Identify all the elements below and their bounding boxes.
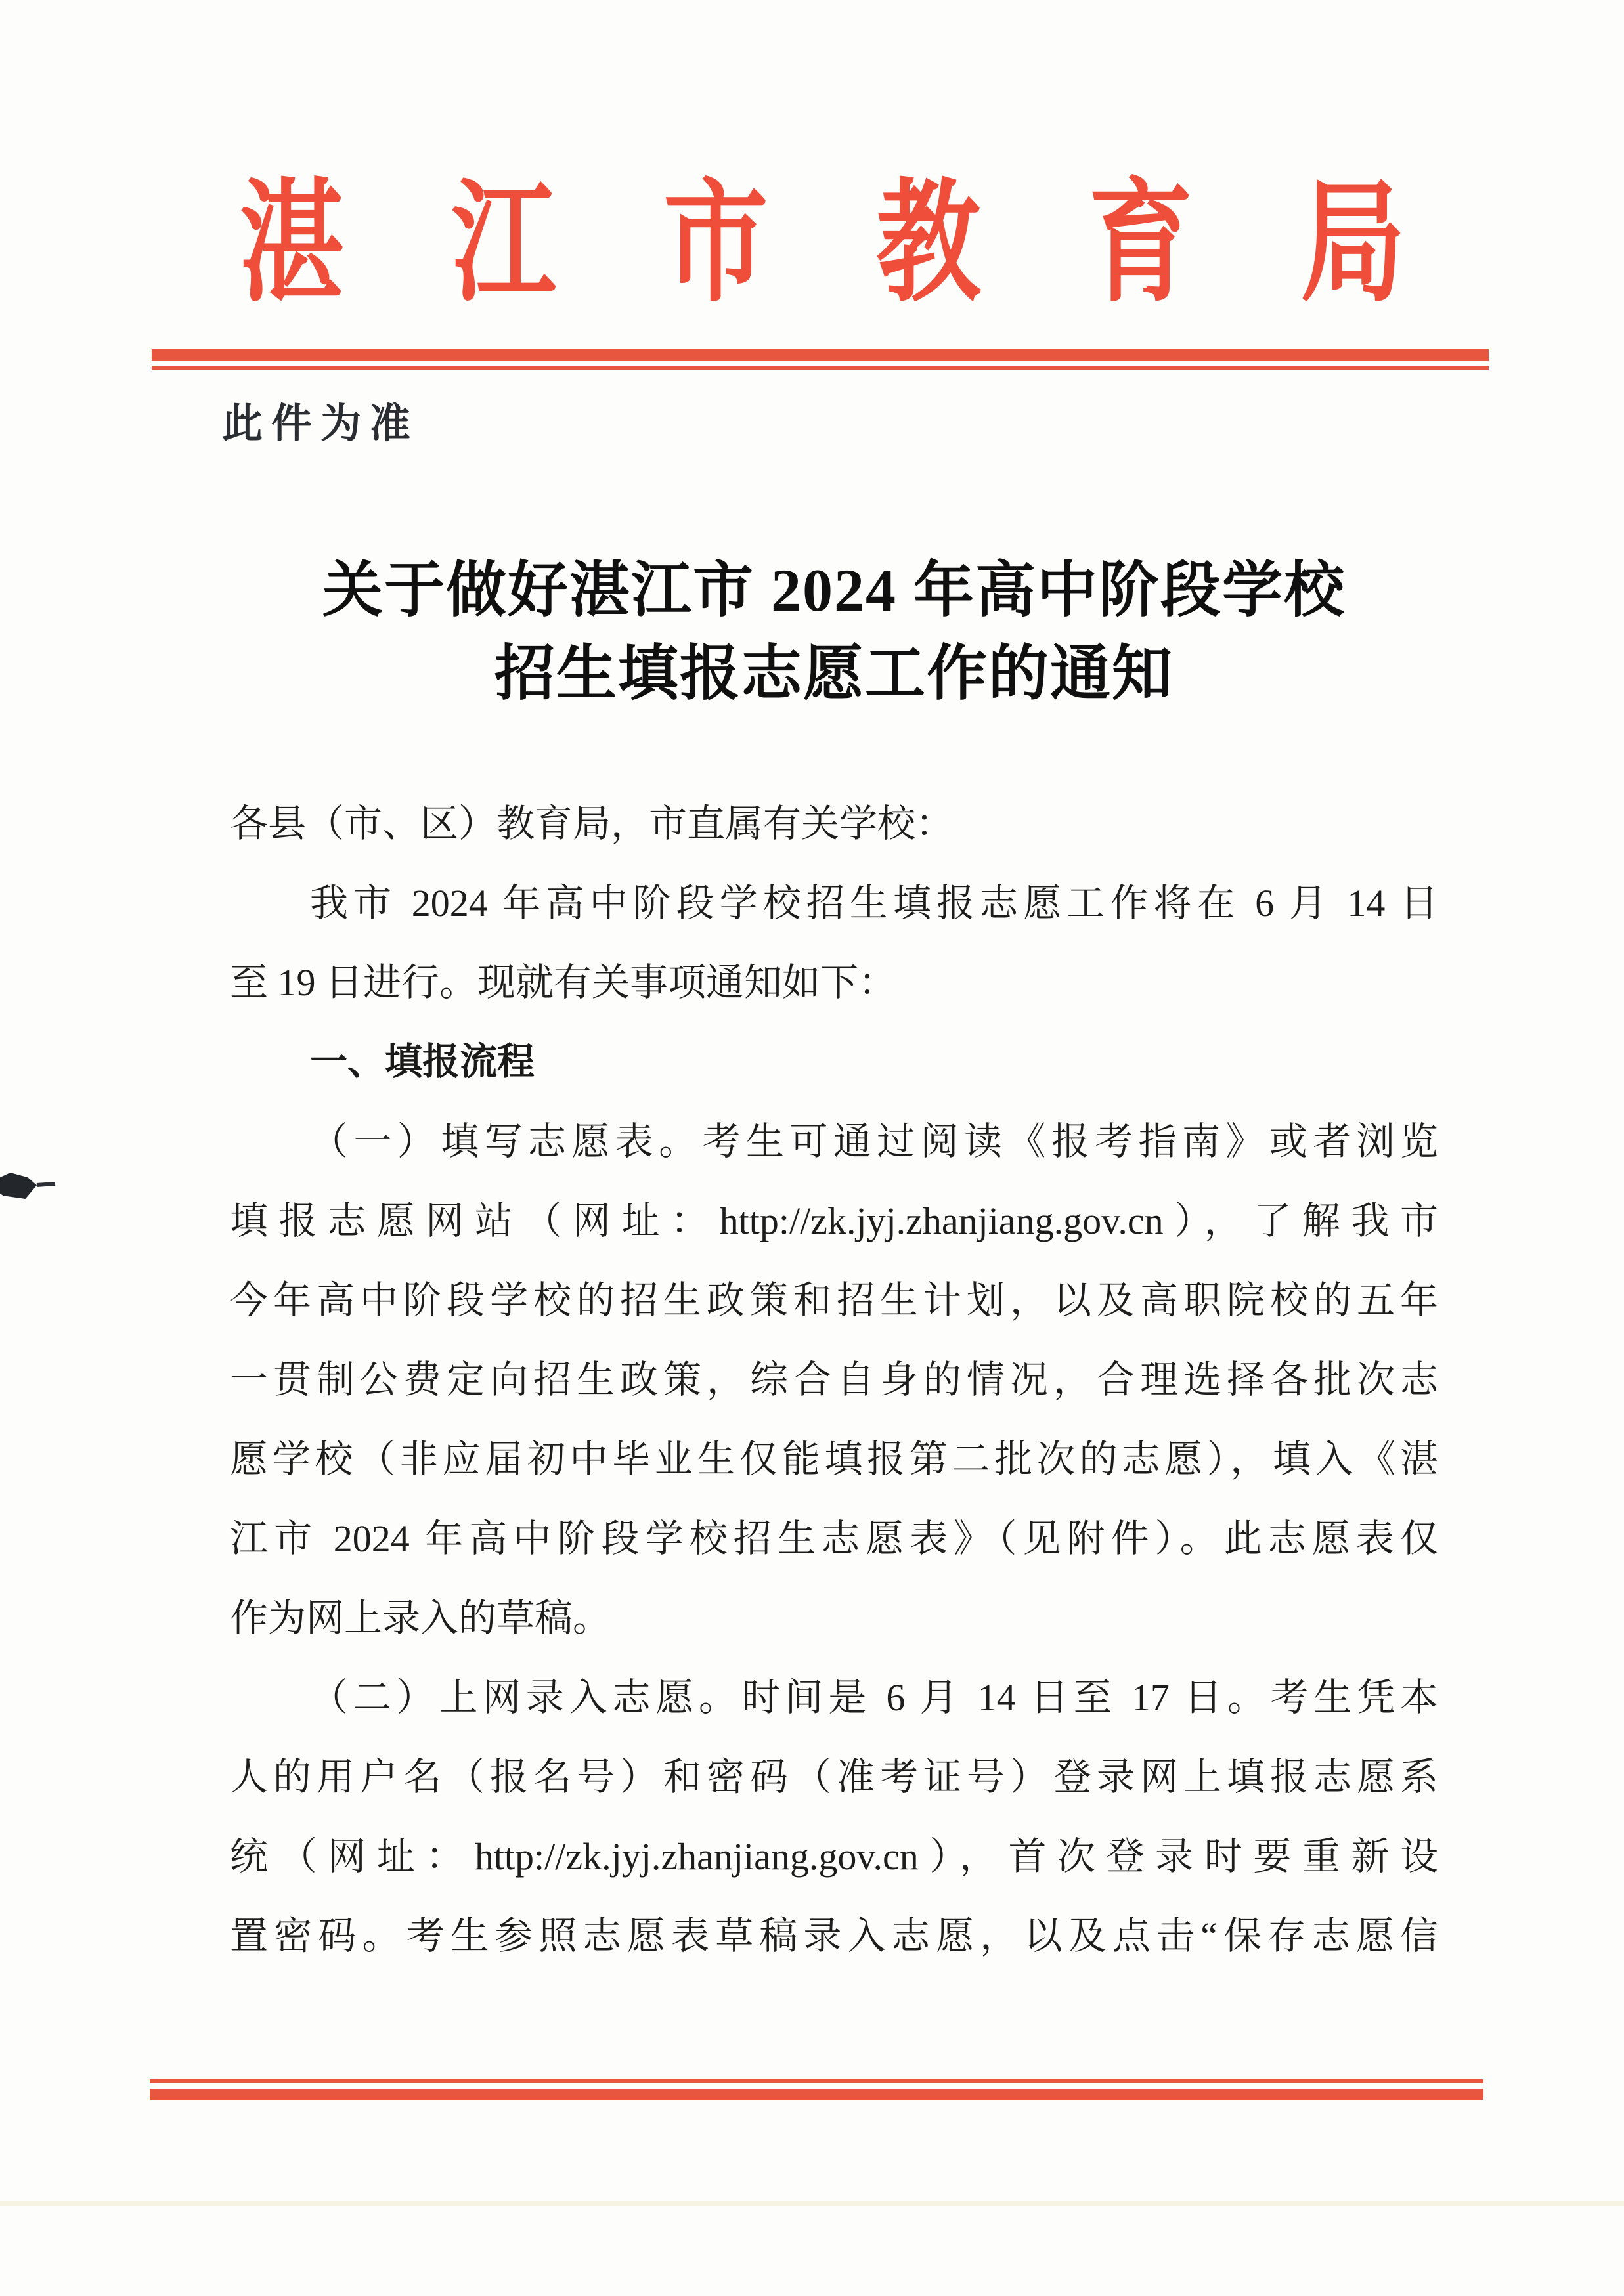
- agency-letterhead-char: 育: [1088, 170, 1193, 318]
- ink-smudge-artifact: [0, 1173, 37, 1199]
- document-title-line1: 关于做好湛江市 2024 年高中阶段学校: [322, 557, 1346, 624]
- body-line: 我市 2024 年高中阶段学校招生填报志愿工作将在 6 月 14 日: [310, 882, 1438, 924]
- body-line: 江市 2024 年高中阶段学校招生志愿表》（见附件）。此志愿表仅: [230, 1517, 1438, 1560]
- body-line: 一贯制公费定向招生政策，综合自身的情况，合理选择各批次志: [230, 1358, 1438, 1401]
- agency-letterhead: [228, 172, 1416, 316]
- copy-validity-note: 此件为准: [222, 401, 420, 446]
- agency-letterhead-char: 市: [663, 170, 768, 318]
- body-line: 置密码。考生参照志愿表草稿录入志愿，以及点击“保存志愿信: [230, 1915, 1438, 1957]
- agency-letterhead-char: 湛: [239, 170, 344, 318]
- ink-smudge-artifact: [37, 1182, 55, 1187]
- header-rule-thick: [152, 349, 1489, 361]
- body-line: 作为网上录入的草稿。: [230, 1597, 611, 1639]
- body-line: 愿学校（非应届初中毕业生仅能填报第二批次的志愿），填入《湛: [230, 1438, 1438, 1481]
- footer-rule-thin: [150, 2079, 1483, 2083]
- document-body: [230, 784, 1438, 1976]
- body-line: 至 19 日进行。现就有关事项通知如下：: [230, 961, 897, 1004]
- agency-letterhead-char: 江: [451, 170, 556, 318]
- body-line: 填报志愿网站（网址：http://zk.jyj.zhanjiang.gov.cn），了解我市: [230, 1200, 1438, 1242]
- document-title-line2: 招生填报志愿工作的通知: [494, 640, 1174, 707]
- body-line: （二）上网录入志愿。时间是 6 月 14 日至 17 日。考生凭本: [310, 1676, 1438, 1719]
- body-line: 统（网址：http://zk.jyj.zhanjiang.gov.cn），首次登录时要重新设: [230, 1835, 1438, 1878]
- scan-band-artifact: [0, 2201, 1624, 2206]
- agency-letterhead-char: 局: [1300, 170, 1405, 318]
- body-line: （一）填写志愿表。考生可通过阅读《报考指南》或者浏览: [310, 1120, 1438, 1163]
- body-line: 今年高中阶段学校的招生政策和招生计划，以及高职院校的五年: [230, 1279, 1438, 1322]
- body-section-heading: 一、填报流程: [310, 1041, 535, 1083]
- document-title: [230, 549, 1438, 716]
- agency-letterhead-char: 教: [876, 170, 981, 318]
- body-line: 人的用户名（报名号）和密码（准考证号）登录网上填报志愿系: [230, 1756, 1438, 1798]
- body-line: 各县（市、区）教育局，市直属有关学校：: [230, 802, 954, 845]
- footer-rule-thick: [150, 2089, 1483, 2100]
- header-rule-thin: [152, 366, 1489, 370]
